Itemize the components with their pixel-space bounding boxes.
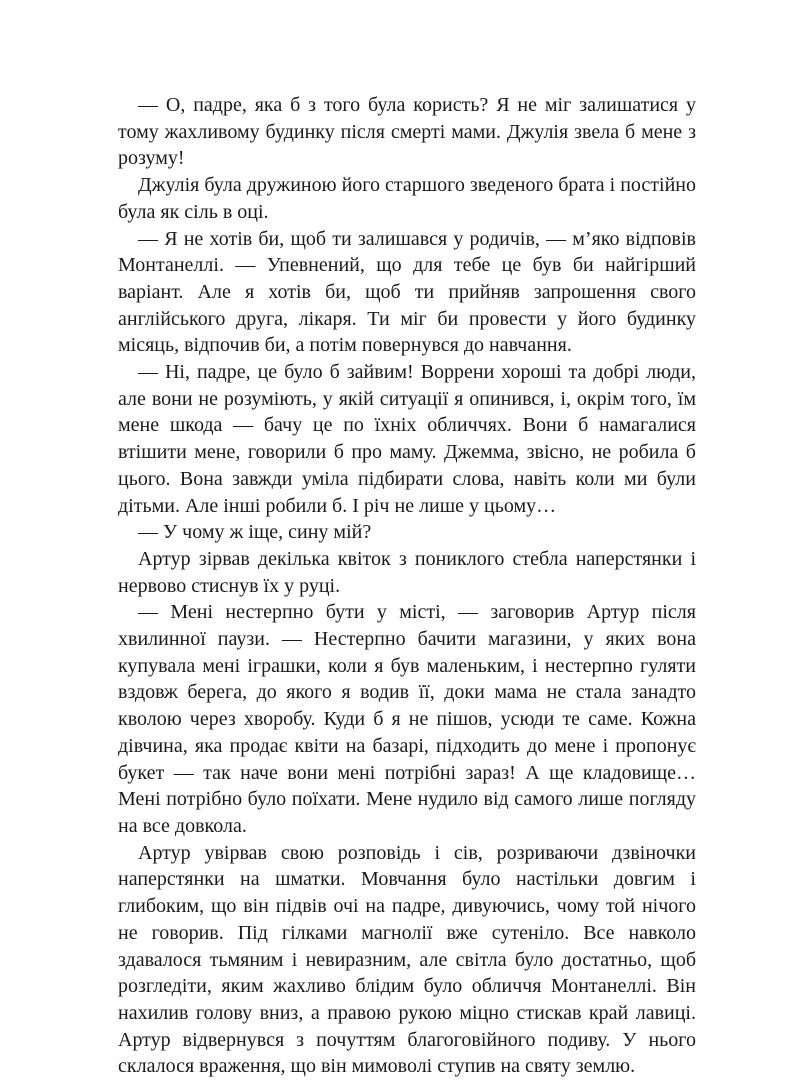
- paragraph: Артур увірвав свою розповідь і сів, розриваючи дзвіночки наперстянки на шматки. Мовчання було настільки довгим і глибоким, що він підвів очі на падре, дивуючись, чому той нічого не говорив. Під гілками магнолії вже сутеніло. Все навколо здавалося тьмяним і невиразним, але світла було достатньо, щоб розгледіти, яким жахливо блідим було обличчя Монтанеллі. Він нахилив голову вниз, а правою рукою міцно стискав край лавиці. Артур відвернувся з почуттям благоговійного подиву. У нього склалося враження, що він мимоволі ступив на святу землю.: [118, 841, 696, 1078]
- paragraph: — Ні, падре, це було б зайвим! Воррени хороші та добрі люди, але вони не розуміють, у якій ситуації я опинився, і, окрім того, їм мене шкода — бачу це по їхніх обличчях. Вони б намагалися втішити мене, говорили б про маму. Джемма, звісно, не робила б цього. Вона завжди уміла підбирати слова, навіть коли ми були дітьми. Але інші робили б. І річ не лише у цьому…: [118, 361, 696, 517]
- book-page: [118, 92, 696, 1080]
- paragraph: Джулія була дружиною його старшого зведеного брата і постійно була як сіль в оці.: [118, 174, 696, 223]
- paragraph: — Я не хотів би, щоб ти залишався у родичів, — м’яко відповів Монтанеллі. — Упевнений, що для тебе це був би найгірший варіант. Але я хотів би, щоб ти прийняв запрошення свого англійського друга, лікаря. Ти міг би провести у його будинку місяць, відпочив би, а потім повернувся до навчання.: [118, 227, 696, 357]
- paragraph: — О, падре, яка б з того була користь? Я не міг залишатися у тому жахливому будинку після смерті мами. Джулія звела б мене з розуму!: [118, 94, 696, 170]
- paragraph: — У чому ж іще, сину мій?: [138, 521, 372, 544]
- paragraph: Артур зірвав декілька квіток з пониклого стебла наперстянки і нервово стиснув їх у руці.: [118, 547, 696, 597]
- paragraph: — Мені нестерпно бути у місті, — заговорив Артур після хвилинної паузи. — Нестерпно бачити магазини, у яких вона купувала мені іграшки, коли я був маленьким, і нестерпно гуляти вздовж берега, до якого я водив її, доки мама не стала занадто кволою через хворобу. Куди б я не пішов, усюди те саме. Кожна дівчина, яка продає квіти на базарі, підходить до мене і пропонує букет — так наче вони мені потрібні зараз! А ще кладовище… Мені потрібно було поїхати. Мене нудило від самого лише погляду на все довкола.: [118, 601, 696, 837]
